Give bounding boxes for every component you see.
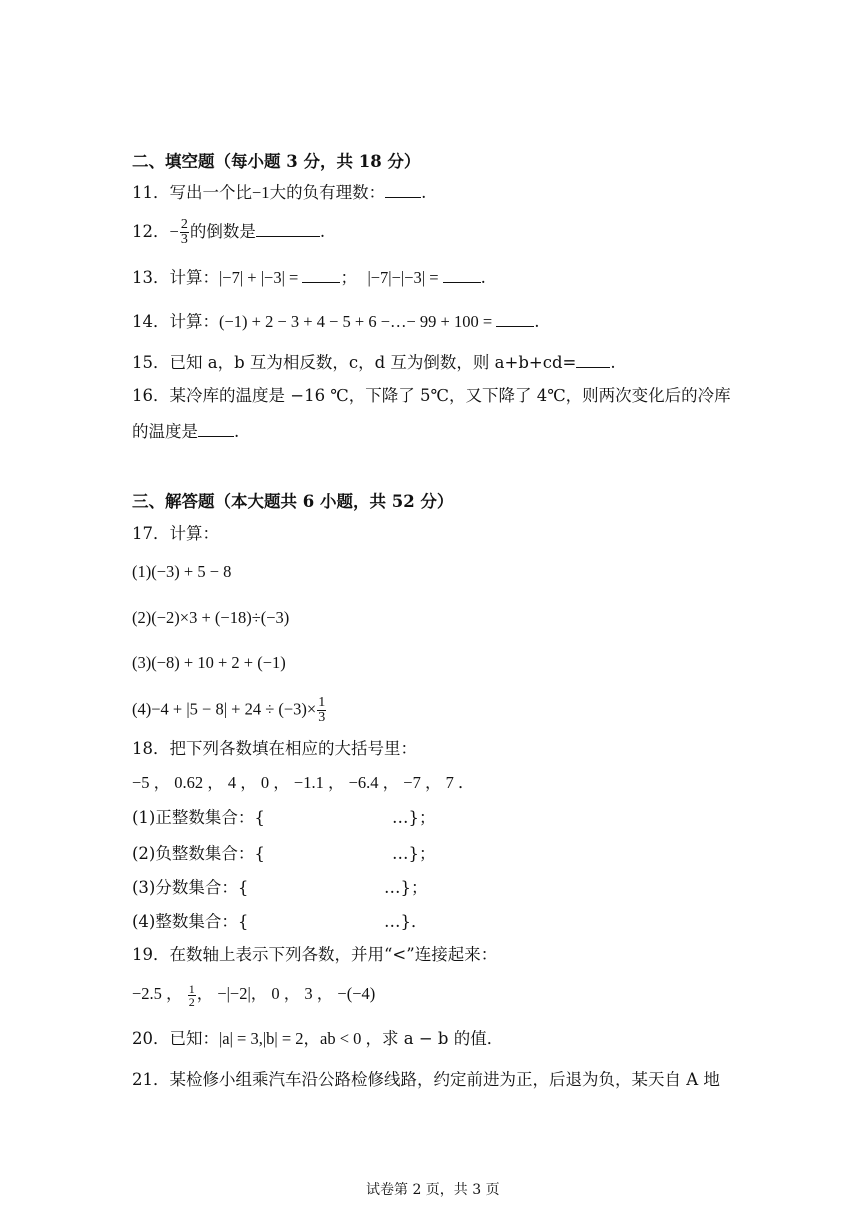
section-heading-fill-blank: 二、填空题（每小题 3 分，共 18 分） [132, 152, 421, 171]
set-integers [132, 910, 248, 934]
question-11 [132, 181, 426, 205]
answer-blank[interactable] [496, 310, 534, 327]
part-number: (1) [132, 562, 152, 581]
set-tail: …}； [384, 878, 428, 897]
question-number: 19． [132, 945, 170, 964]
question-text: 的温度是 [132, 422, 198, 441]
fraction-numerator: 1 [188, 981, 195, 996]
question-number: 18． [132, 739, 170, 758]
math-expression: (−2)×3 + (−18)÷(−3) [151, 608, 290, 627]
question-20 [132, 1027, 503, 1051]
question-13 [132, 266, 486, 290]
question-text: 写出一个比 [169, 183, 252, 202]
period: . [421, 183, 427, 202]
question-label: 计算： [169, 268, 219, 287]
question-text: 已知 a，b 互为相反数，c，d 互为倒数，则 a+b+cd= [169, 353, 577, 372]
part-number: (2) [132, 608, 152, 627]
question-17-part-4 [132, 696, 327, 725]
set-label: (2)负整数集合：{ [132, 844, 265, 863]
set-label: (1)正整数集合：{ [132, 808, 265, 827]
question-label: 计算： [169, 524, 219, 543]
period: . [480, 268, 486, 287]
period: . [610, 353, 616, 372]
question-number: 21． [132, 1070, 170, 1089]
period: . [534, 312, 540, 331]
period: . [319, 222, 326, 241]
question-text: 把下列各数填在相应的大括号里： [169, 739, 417, 758]
number-item: −2.5 ， [132, 984, 183, 1003]
part-number: (4) [132, 699, 152, 719]
question-16-continued [132, 420, 239, 444]
answer-blank[interactable] [385, 181, 421, 198]
answer-blank[interactable] [198, 420, 234, 437]
answer-blank[interactable] [256, 220, 320, 237]
question-text: 在数轴上表示下列各数，并用“<”连接起来： [169, 945, 498, 964]
question-text: 已知： [169, 1029, 219, 1048]
question-16 [132, 384, 731, 408]
math-expression: −4 + |5 − 8| + 24 ÷ (−3)× [151, 699, 317, 719]
math-expression: (−1) + 2 − 3 + 4 − 5 + 6 −…− 99 + 100 = [219, 312, 497, 331]
question-17-part-1 [132, 560, 231, 584]
question-14 [132, 310, 540, 334]
question-number: 15． [132, 353, 170, 372]
question-number: 13． [132, 268, 170, 287]
question-19 [132, 943, 497, 967]
question-number: 14． [132, 312, 170, 331]
fraction-denominator: 2 [188, 994, 195, 1009]
math-expression: |a| = 3,|b| = 2，ab < 0 ， [219, 1029, 383, 1048]
question-text: 大的负有理数： [269, 183, 386, 202]
set-positive-integers [132, 806, 265, 830]
number-list: −5 ， 0.62 ， 4 ， 0 ， −1.1 ， −6.4 ， −7 ， 7 ． [132, 773, 475, 792]
fraction-denominator: 3 [318, 710, 326, 725]
set-tail: …}． [384, 912, 428, 931]
answer-blank[interactable] [443, 266, 481, 283]
question-text: 求 a − b 的值． [382, 1029, 504, 1048]
answer-blank[interactable] [576, 351, 610, 368]
math-expression: (−3) + 5 − 8 [151, 562, 232, 581]
math-expression: |−7|−|−3| = [367, 268, 443, 287]
period: . [234, 422, 240, 441]
page-footer: 试卷第 2 页，共 3 页 [366, 1182, 500, 1198]
math-expression: −1 [252, 183, 270, 202]
set-tail: …}； [392, 808, 436, 827]
fraction [180, 218, 189, 247]
question-18 [132, 737, 417, 761]
question-label: 计算： [169, 312, 219, 331]
question-number: 16． [132, 386, 170, 405]
answer-blank[interactable] [302, 266, 340, 283]
question-19-numbers [132, 982, 375, 1008]
part-number: (3) [132, 653, 152, 672]
fraction [188, 983, 196, 1008]
question-15 [132, 351, 616, 375]
math-expression: |−7| + |−3| = [219, 268, 303, 287]
question-17-part-2 [132, 606, 289, 630]
question-number: 20． [132, 1029, 170, 1048]
question-number: 12． [132, 222, 170, 241]
question-text: 某检修小组乘汽车沿公路检修线路，约定前进为正，后退为负，某天自 A 地 [169, 1070, 720, 1089]
set-fractions [132, 876, 248, 900]
question-text: 的倒数是 [189, 222, 256, 241]
separator: ； [340, 268, 357, 287]
fraction-numerator: 1 [318, 695, 326, 710]
fraction-denominator: 3 [180, 232, 188, 247]
fraction [317, 696, 326, 725]
set-label: (3)分数集合：{ [132, 878, 249, 897]
section-heading-solve: 三、解答题（本大题共 6 小题，共 52 分） [132, 492, 454, 511]
question-text: 某冷库的温度是 −16 ℃，下降了 5℃，又下降了 4℃，则两次变化后的冷库 [169, 386, 731, 405]
minus-sign: − [169, 222, 179, 241]
set-tail: …}； [392, 844, 436, 863]
math-expression: (−8) + 10 + 2 + (−1) [151, 653, 286, 672]
number-items: ， −|−2|， 0 ， 3 ， −(−4) [196, 984, 376, 1003]
fraction-numerator: 2 [180, 217, 188, 232]
question-17-part-3 [132, 651, 286, 675]
set-label: (4)整数集合：{ [132, 912, 249, 931]
question-12 [132, 218, 325, 247]
question-number: 11． [132, 183, 170, 202]
question-17 [132, 522, 219, 546]
question-number: 17． [132, 524, 170, 543]
question-21 [132, 1068, 720, 1092]
set-negative-integers [132, 842, 265, 866]
